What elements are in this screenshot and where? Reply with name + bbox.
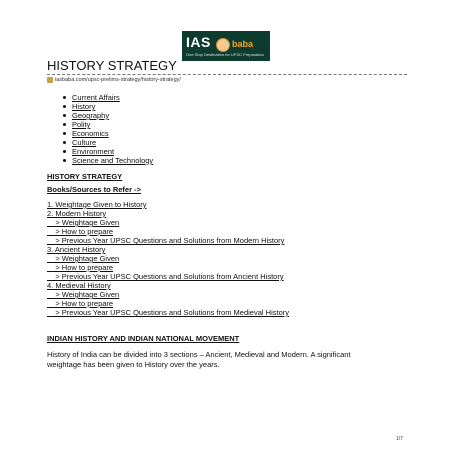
topic-item[interactable] bbox=[72, 156, 153, 165]
topic-item[interactable] bbox=[72, 93, 153, 102]
topic-item[interactable] bbox=[72, 120, 153, 129]
topic-link[interactable]: Current Affairs bbox=[72, 93, 120, 102]
topic-link[interactable]: Geography bbox=[72, 111, 110, 120]
section-heading-books: Books/Sources to Refer -> bbox=[47, 185, 141, 194]
topic-item[interactable] bbox=[72, 147, 153, 156]
topic-item[interactable] bbox=[72, 102, 153, 111]
toc-link[interactable]: > Previous Year UPSC Questions and Solutions from Ancient History bbox=[47, 272, 284, 281]
toc-link[interactable]: > Previous Year UPSC Questions and Solutions from Modern History bbox=[47, 236, 285, 245]
toc-link[interactable]: 1. Weightage Given to History bbox=[47, 200, 147, 209]
page-number: 1/7 bbox=[396, 436, 403, 442]
section-heading-indian-history: INDIAN HISTORY AND INDIAN NATIONAL MOVEMENT bbox=[47, 334, 240, 343]
logo-baba-text: baba bbox=[232, 39, 254, 49]
toc-link[interactable]: > Previous Year UPSC Questions and Solutions from Medieval History bbox=[47, 308, 289, 317]
toc-link[interactable]: > How to prepare bbox=[47, 263, 114, 272]
page-title: HISTORY STRATEGY bbox=[47, 58, 177, 73]
logo-ias-text: IAS bbox=[186, 34, 211, 50]
toc-link[interactable]: 4. Medieval History bbox=[47, 281, 111, 290]
section-heading-strategy: HISTORY STRATEGY bbox=[47, 172, 123, 181]
topic-list bbox=[72, 93, 153, 165]
topic-item[interactable] bbox=[72, 111, 153, 120]
topic-link[interactable]: Science and Technology bbox=[72, 156, 154, 165]
topic-link[interactable]: History bbox=[72, 102, 96, 111]
title-divider bbox=[47, 74, 407, 75]
topic-link[interactable]: Economics bbox=[72, 129, 109, 138]
topic-item[interactable] bbox=[72, 138, 153, 147]
favicon-icon bbox=[47, 77, 53, 83]
toc-link[interactable]: 3. Ancient History bbox=[47, 245, 106, 254]
toc-link[interactable]: > Weightage Given bbox=[47, 290, 120, 299]
toc-link[interactable]: > How to prepare bbox=[47, 227, 114, 236]
topic-link[interactable]: Culture bbox=[72, 138, 97, 147]
logo-tagline: One Stop Destination for UPSC Preparation bbox=[186, 52, 264, 57]
toc-link[interactable]: > Weightage Given bbox=[47, 254, 120, 263]
table-of-contents bbox=[47, 200, 289, 317]
source-url-row[interactable] bbox=[47, 77, 181, 83]
toc-link[interactable]: > Weightage Given bbox=[47, 218, 120, 227]
topic-link[interactable]: Environment bbox=[72, 147, 115, 156]
topic-item[interactable] bbox=[72, 129, 153, 138]
iasbaba-logo bbox=[182, 31, 270, 61]
toc-link[interactable]: 2. Modern History bbox=[47, 209, 107, 218]
intro-paragraph: History of India can be divided into 3 sections – Ancient, Medieval and Modern. A significant weightage has been given to History over the years. bbox=[47, 350, 351, 369]
toc-link[interactable]: > How to prepare bbox=[47, 299, 114, 308]
source-url[interactable]: iasbaba.com/upsc-prelims-strategy/history-strategy/ bbox=[55, 77, 181, 83]
mascot-face-icon bbox=[216, 38, 230, 52]
topic-link[interactable]: Polity bbox=[72, 120, 91, 129]
